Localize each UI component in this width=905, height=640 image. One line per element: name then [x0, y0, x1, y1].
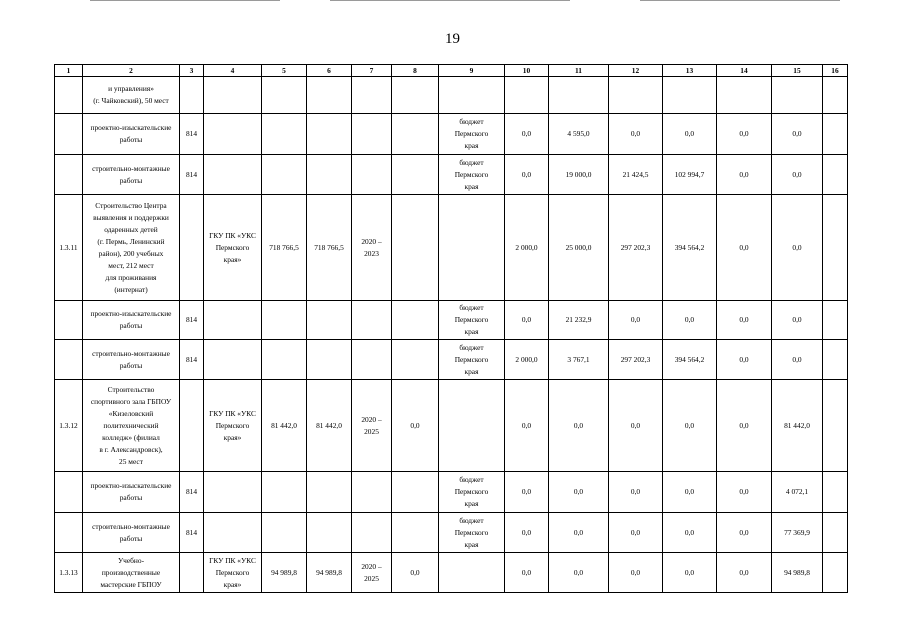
table-cell [55, 77, 83, 114]
table-cell [352, 340, 392, 380]
table-cell [204, 340, 262, 380]
table-cell [180, 195, 204, 301]
table-cell: 81 442,0 [772, 380, 823, 472]
table-cell [204, 155, 262, 195]
table-cell: 102 994,7 [663, 155, 717, 195]
table-cell: 0,0 [505, 301, 549, 340]
table-cell: 0,0 [717, 553, 772, 593]
table-cell [439, 195, 505, 301]
table-cell [392, 114, 439, 155]
table-cell: 0,0 [717, 472, 772, 513]
table-cell [439, 77, 505, 114]
column-header: 5 [262, 65, 307, 77]
table-cell: 1.3.11 [55, 195, 83, 301]
table-cell: 0,0 [772, 340, 823, 380]
table-cell [307, 340, 352, 380]
table-row [55, 340, 848, 380]
table-cell: проектно-изыскательские работы [83, 472, 180, 513]
table-cell [823, 195, 848, 301]
table-cell [307, 77, 352, 114]
table-cell [307, 472, 352, 513]
table-cell [823, 513, 848, 553]
column-header: 10 [505, 65, 549, 77]
table-cell: 0,0 [663, 513, 717, 553]
table-cell: 81 442,0 [262, 380, 307, 472]
table-cell [823, 340, 848, 380]
table-cell: 0,0 [663, 114, 717, 155]
table-cell: 25 000,0 [549, 195, 609, 301]
table-cell: 0,0 [549, 513, 609, 553]
table-cell: ГКУ ПК «УКС Пермского края» [204, 380, 262, 472]
table-cell: 0,0 [549, 472, 609, 513]
table-cell: 94 989,8 [262, 553, 307, 593]
table-cell: 0,0 [717, 513, 772, 553]
table-cell: 0,0 [772, 155, 823, 195]
table-cell [180, 77, 204, 114]
table-cell: проектно-изыскательские работы [83, 301, 180, 340]
table-row [55, 195, 848, 301]
table-cell [262, 301, 307, 340]
table-cell: 814 [180, 155, 204, 195]
table-cell: 814 [180, 340, 204, 380]
table-cell: 814 [180, 114, 204, 155]
column-header: 15 [772, 65, 823, 77]
column-header: 13 [663, 65, 717, 77]
table-cell: 0,0 [505, 472, 549, 513]
table-cell [55, 155, 83, 195]
table-cell [549, 77, 609, 114]
table-cell [262, 340, 307, 380]
table-cell [352, 513, 392, 553]
column-header: 16 [823, 65, 848, 77]
table-cell [55, 513, 83, 553]
table-row [55, 472, 848, 513]
table-cell [609, 77, 663, 114]
table-cell: 2 000,0 [505, 340, 549, 380]
table-cell: 0,0 [609, 114, 663, 155]
table-cell: бюджет Пермского края [439, 155, 505, 195]
table-cell [352, 301, 392, 340]
table-cell: 0,0 [549, 380, 609, 472]
table-cell [55, 472, 83, 513]
table-cell: 94 989,8 [307, 553, 352, 593]
table-row [55, 380, 848, 472]
table-cell: 3 767,1 [549, 340, 609, 380]
table-cell: 0,0 [717, 380, 772, 472]
table-cell: Строительство Центра выявления и поддержки одаренных детей (г. Пермь, Ленинский район), 200 учебных мест, 212 мест для проживания (интернат) [83, 195, 180, 301]
column-header: 4 [204, 65, 262, 77]
table-cell: 297 202,3 [609, 195, 663, 301]
table-cell [392, 195, 439, 301]
table-cell [823, 380, 848, 472]
column-header: 1 [55, 65, 83, 77]
table-cell [663, 77, 717, 114]
table-cell: 814 [180, 472, 204, 513]
table-cell: 394 564,2 [663, 195, 717, 301]
table-cell [55, 114, 83, 155]
table-cell: Строительство спортивного зала ГБПОУ «Кизеловский политехнический колледж» (филиал в г. Александровск), 25 мест [83, 380, 180, 472]
table-cell: бюджет Пермского края [439, 513, 505, 553]
table-cell: 2020 – 2025 [352, 553, 392, 593]
table-cell [204, 77, 262, 114]
table-cell: 77 369,9 [772, 513, 823, 553]
column-header: 3 [180, 65, 204, 77]
table-cell [204, 114, 262, 155]
table-cell: бюджет Пермского края [439, 472, 505, 513]
table-cell: ГКУ ПК «УКС Пермского края» [204, 195, 262, 301]
table-cell: 394 564,2 [663, 340, 717, 380]
table-cell [823, 77, 848, 114]
column-header: 6 [307, 65, 352, 77]
table-cell: 0,0 [717, 301, 772, 340]
table-cell: 0,0 [505, 114, 549, 155]
table-cell [307, 114, 352, 155]
table-cell: 0,0 [609, 301, 663, 340]
table-row [55, 77, 848, 114]
table-cell: 2020 – 2025 [352, 380, 392, 472]
table-cell: 297 202,3 [609, 340, 663, 380]
table-cell: 1.3.12 [55, 380, 83, 472]
table-cell: 0,0 [609, 472, 663, 513]
table-cell: 0,0 [505, 513, 549, 553]
table-cell [717, 77, 772, 114]
column-header: 11 [549, 65, 609, 77]
table-cell: 718 766,5 [262, 195, 307, 301]
table-cell [352, 472, 392, 513]
table-cell: 0,0 [717, 155, 772, 195]
table-cell: 814 [180, 513, 204, 553]
table-cell: 0,0 [549, 553, 609, 593]
table-cell: 2020 – 2023 [352, 195, 392, 301]
table-cell: 0,0 [663, 553, 717, 593]
table-cell: 1.3.13 [55, 553, 83, 593]
table-cell: 0,0 [609, 553, 663, 593]
table-cell [307, 513, 352, 553]
table-cell: 0,0 [392, 380, 439, 472]
column-header: 12 [609, 65, 663, 77]
table-cell: 718 766,5 [307, 195, 352, 301]
table-cell: ГКУ ПК «УКС Пермского края» [204, 553, 262, 593]
table-row [55, 155, 848, 195]
table-cell [392, 472, 439, 513]
table-cell [352, 155, 392, 195]
table-cell: 0,0 [663, 380, 717, 472]
table-cell: 4 072,1 [772, 472, 823, 513]
table-cell [204, 513, 262, 553]
table-cell [772, 77, 823, 114]
table-cell: 0,0 [717, 195, 772, 301]
table-row [55, 513, 848, 553]
table-cell: 94 989,8 [772, 553, 823, 593]
table-cell: Учебно- производственные мастерские ГБПОУ [83, 553, 180, 593]
table-cell [352, 114, 392, 155]
table-cell [392, 513, 439, 553]
column-header: 14 [717, 65, 772, 77]
table-cell: 19 000,0 [549, 155, 609, 195]
table-row [55, 301, 848, 340]
table-cell: 81 442,0 [307, 380, 352, 472]
table-cell: 0,0 [609, 380, 663, 472]
table-body [55, 65, 848, 593]
column-header: 7 [352, 65, 392, 77]
table-cell: 0,0 [505, 553, 549, 593]
table-cell [352, 77, 392, 114]
table-cell: 2 000,0 [505, 195, 549, 301]
table-cell: 4 595,0 [549, 114, 609, 155]
table-cell [262, 114, 307, 155]
table-cell [180, 380, 204, 472]
column-header: 8 [392, 65, 439, 77]
table-cell [55, 301, 83, 340]
table-cell: бюджет Пермского края [439, 114, 505, 155]
table-cell: строительно-монтажные работы [83, 340, 180, 380]
table-cell [823, 155, 848, 195]
table-cell: 0,0 [505, 155, 549, 195]
table-cell [262, 472, 307, 513]
table-cell: 0,0 [663, 301, 717, 340]
table-cell [823, 472, 848, 513]
table-cell [204, 472, 262, 513]
table-cell: 0,0 [772, 114, 823, 155]
table-cell [439, 553, 505, 593]
table-cell: 0,0 [663, 472, 717, 513]
table-cell: 0,0 [392, 553, 439, 593]
table-cell: 0,0 [772, 195, 823, 301]
table-cell [392, 340, 439, 380]
table-cell: 0,0 [505, 380, 549, 472]
table-cell [180, 553, 204, 593]
table-cell: и управления» (г. Чайковский), 50 мест [83, 77, 180, 114]
table-cell [307, 155, 352, 195]
table-row [55, 114, 848, 155]
table-row [55, 553, 848, 593]
table-cell [823, 301, 848, 340]
table-cell: 0,0 [717, 114, 772, 155]
table-cell [439, 380, 505, 472]
table-cell: 0,0 [717, 340, 772, 380]
table-cell [392, 301, 439, 340]
table-cell: 21 232,9 [549, 301, 609, 340]
column-header: 9 [439, 65, 505, 77]
column-header: 2 [83, 65, 180, 77]
table-cell [307, 301, 352, 340]
table-cell: проектно-изыскательские работы [83, 114, 180, 155]
table-cell: 0,0 [609, 513, 663, 553]
table-cell [262, 155, 307, 195]
table-cell [392, 77, 439, 114]
table-cell: 0,0 [772, 301, 823, 340]
table-cell [262, 77, 307, 114]
table-cell: 814 [180, 301, 204, 340]
table-cell [204, 301, 262, 340]
table-cell [262, 513, 307, 553]
table-cell: строительно-монтажные работы [83, 513, 180, 553]
table-cell [392, 155, 439, 195]
page-number: 19 [445, 31, 460, 47]
table-cell [55, 340, 83, 380]
header-row [55, 65, 848, 77]
table-cell [823, 553, 848, 593]
budget-table [54, 64, 848, 593]
table-cell: бюджет Пермского края [439, 340, 505, 380]
table-cell [505, 77, 549, 114]
table-cell [823, 114, 848, 155]
table-cell: 21 424,5 [609, 155, 663, 195]
table-cell: бюджет Пермского края [439, 301, 505, 340]
table-cell: строительно-монтажные работы [83, 155, 180, 195]
